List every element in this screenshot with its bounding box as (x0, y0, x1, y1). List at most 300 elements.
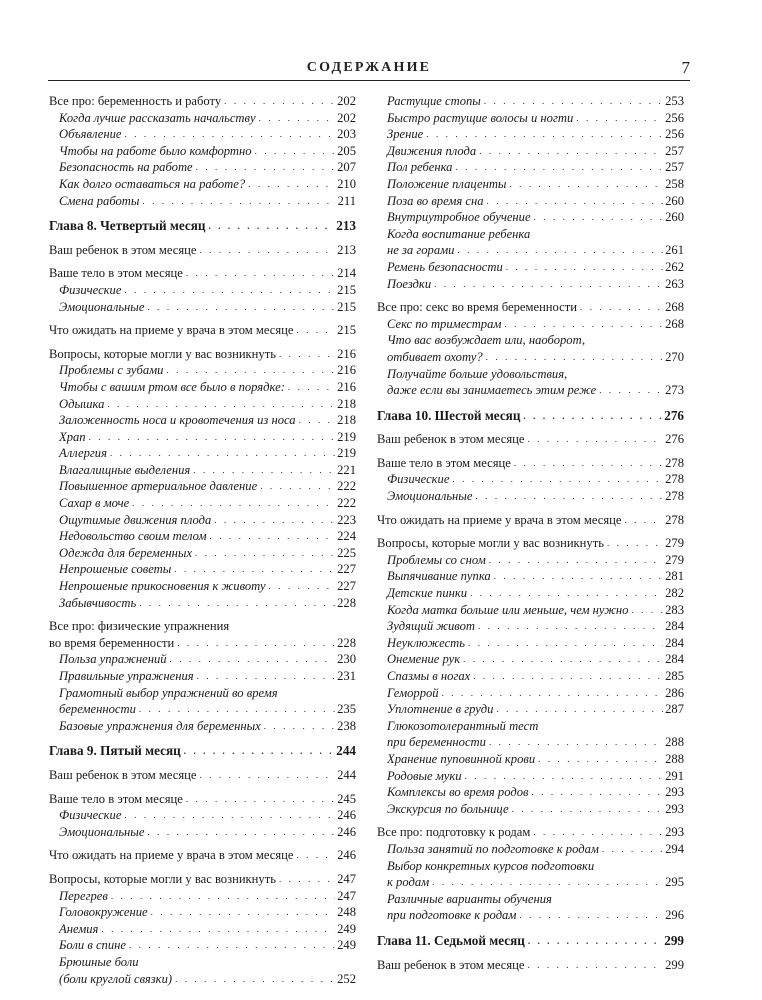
toc-entry-page: 299 (665, 957, 684, 972)
toc-entry[interactable] (49, 396, 356, 413)
toc-entry-page: 295 (665, 875, 684, 890)
toc-entry[interactable] (377, 668, 684, 685)
toc-entry[interactable] (377, 734, 684, 751)
toc-entry-title: Ваш ребенок в этом месяце (377, 957, 525, 972)
toc-entry-page: 299 (664, 932, 684, 948)
toc-dot-leader (489, 552, 663, 569)
toc-entry[interactable] (377, 259, 684, 276)
toc-entry-page: 246 (337, 808, 356, 823)
toc-entry-page: 287 (665, 702, 684, 717)
toc-entry[interactable] (49, 512, 356, 529)
toc-entry[interactable] (377, 824, 684, 841)
toc-dot-leader (479, 143, 663, 160)
toc-entry-title: Проблемы с зубами (59, 363, 164, 378)
toc-entry-page: 245 (337, 791, 356, 806)
toc-dot-leader (248, 176, 335, 193)
toc-dot-leader (296, 322, 335, 339)
toc-dot-leader (224, 93, 335, 110)
toc-entry-page: 268 (665, 300, 684, 315)
toc-dot-leader (264, 718, 335, 735)
toc-entry[interactable] (377, 535, 684, 552)
toc-entry[interactable] (377, 568, 684, 585)
toc-dot-leader (512, 801, 664, 818)
toc-dot-leader (195, 545, 335, 562)
toc-dot-leader (484, 93, 663, 110)
toc-entry-page: 291 (665, 768, 684, 783)
toc-entry[interactable] (377, 602, 684, 619)
toc-entry[interactable] (377, 718, 684, 735)
toc-entry-page: 216 (337, 363, 356, 378)
toc-entry-title: при беременности (387, 735, 486, 750)
toc-entry-page: 279 (665, 552, 684, 567)
toc-entry-title: Головокружение (59, 905, 148, 920)
toc-entry-page: 288 (665, 735, 684, 750)
toc-entry[interactable] (377, 891, 684, 908)
toc-entry[interactable] (377, 488, 684, 505)
toc-entry[interactable] (377, 552, 684, 569)
toc-dot-leader (110, 445, 335, 462)
toc-dot-leader (174, 561, 335, 578)
toc-entry-page: 248 (337, 905, 356, 920)
toc-chapter-entry[interactable] (49, 743, 356, 760)
toc-entry-page: 268 (665, 316, 684, 331)
toc-entry-title: Экскурсия по больнице (387, 801, 509, 816)
toc-entry[interactable] (49, 685, 356, 702)
toc-entry[interactable] (49, 126, 356, 143)
toc-dot-leader (255, 143, 336, 160)
toc-entry[interactable] (377, 635, 684, 652)
toc-entry-title: Неуклюжесть (387, 635, 466, 650)
toc-entry-title: Глюкозотолерантный тест (387, 718, 539, 733)
toc-entry[interactable] (377, 618, 684, 635)
toc-dot-leader (269, 578, 336, 595)
toc-entry-page: 276 (664, 407, 684, 423)
toc-entry[interactable] (377, 316, 684, 333)
toc-entry-page: 283 (665, 602, 684, 617)
toc-entry[interactable] (49, 545, 356, 562)
toc-entry-title: Геморрой (387, 685, 439, 700)
toc-entry[interactable] (49, 921, 356, 938)
toc-entry[interactable] (49, 954, 356, 971)
toc-entry[interactable] (377, 471, 684, 488)
toc-entry-title: Внутриутробное обучение (387, 210, 531, 225)
toc-entry[interactable] (49, 265, 356, 282)
toc-chapter-entry[interactable] (377, 408, 684, 425)
toc-entry[interactable] (377, 126, 684, 143)
toc-entry-page: 222 (337, 496, 356, 511)
toc-dot-leader (432, 874, 663, 891)
toc-entry-page: 288 (665, 751, 684, 766)
toc-entry[interactable] (49, 346, 356, 363)
toc-entry-title: Ваше тело в этом месяце (49, 791, 183, 806)
toc-entry-page: 257 (665, 143, 684, 158)
toc-entry[interactable] (377, 299, 684, 316)
toc-entry-page: 218 (337, 413, 356, 428)
toc-entry-page: 252 (337, 971, 356, 986)
toc-entry[interactable] (377, 93, 684, 110)
toc-entry[interactable] (49, 445, 356, 462)
toc-entry-page: 262 (665, 259, 684, 274)
toc-dot-leader (199, 242, 335, 259)
toc-entry[interactable] (49, 937, 356, 954)
toc-dot-leader (496, 701, 663, 718)
toc-entry-title: Ремень безопасности (387, 259, 503, 274)
toc-entry-title: Одежда для беременных (59, 545, 193, 560)
toc-entry-page: 222 (337, 479, 356, 494)
toc-entry-title: Ваше тело в этом месяце (49, 266, 183, 281)
toc-entry[interactable] (49, 495, 356, 512)
page-header (48, 58, 690, 81)
toc-entry-title: Родовые муки (387, 768, 462, 783)
toc-entry[interactable] (49, 478, 356, 495)
toc-entry[interactable] (377, 276, 684, 293)
toc-entry-title: Все про: секс во время беременности (377, 300, 577, 315)
toc-chapter-entry[interactable] (49, 218, 356, 235)
toc-dot-leader (147, 824, 335, 841)
toc-dot-leader (506, 259, 663, 276)
toc-entry[interactable] (377, 349, 684, 366)
toc-dot-leader (470, 585, 663, 602)
toc-entry-page: 286 (665, 685, 684, 700)
toc-dot-leader (434, 276, 663, 293)
toc-dot-leader (197, 668, 335, 685)
toc-entry-title: не за горами (387, 243, 455, 258)
toc-entry-title: Зудящий живот (387, 619, 475, 634)
toc-entry-page: 221 (337, 462, 356, 477)
toc-dot-leader (186, 265, 335, 282)
toc-entry[interactable] (49, 718, 356, 735)
toc-dot-leader (132, 495, 335, 512)
toc-entry[interactable] (49, 871, 356, 888)
page-number: 7 (681, 58, 690, 77)
toc-entry-title: во время беременности (49, 635, 175, 650)
toc-entry-page: 284 (665, 635, 684, 650)
toc-entry-page: 284 (665, 619, 684, 634)
toc-dot-leader (523, 408, 662, 425)
toc-dot-leader (89, 429, 336, 446)
toc-entry-title: Пол ребенка (387, 160, 453, 175)
toc-entry[interactable] (377, 176, 684, 193)
toc-entry-page: 205 (337, 143, 356, 158)
toc-entry[interactable] (377, 242, 684, 259)
toc-dot-leader (210, 528, 336, 545)
toc-entry[interactable] (49, 299, 356, 316)
toc-entry-title: Безопасность на работе (59, 160, 193, 175)
toc-entry[interactable] (49, 282, 356, 299)
toc-entry-page: 279 (665, 536, 684, 551)
toc-dot-leader (124, 282, 335, 299)
toc-entry-title: Вопросы, которые могли у вас возникнуть (49, 346, 276, 361)
toc-entry-title: Эмоциональные (387, 489, 473, 504)
toc-entry-title: Польза упражнений (59, 652, 167, 667)
toc-dot-leader (528, 933, 662, 950)
toc-entry[interactable] (377, 685, 684, 702)
toc-entry-page: 293 (665, 785, 684, 800)
toc-entry[interactable] (377, 512, 684, 529)
toc-entry-page: 216 (337, 346, 356, 361)
toc-dot-leader (624, 512, 663, 529)
toc-entry[interactable] (49, 110, 356, 127)
toc-dot-leader (607, 535, 663, 552)
toc-entry[interactable] (377, 751, 684, 768)
toc-entry[interactable] (49, 561, 356, 578)
toc-entry[interactable] (377, 382, 684, 399)
toc-entry-page: 228 (337, 595, 356, 610)
toc-dot-leader (473, 668, 663, 685)
toc-entry-title: Хранение пуповинной крови (387, 751, 536, 766)
toc-dot-leader (177, 635, 335, 652)
toc-dot-leader (125, 126, 336, 143)
toc-entry-title: Что ожидать на приеме у врача в этом месяце (377, 512, 622, 527)
toc-entry-title: Зрение (387, 127, 424, 142)
toc-entry[interactable] (49, 651, 356, 668)
toc-entry-title: Повышенное артериальное давление (59, 479, 258, 494)
toc-entry-page: 246 (337, 824, 356, 839)
toc-entry-page: 276 (665, 432, 684, 447)
toc-entry-title: Все про: подготовку к родам (377, 825, 531, 840)
toc-entry-page: 219 (337, 429, 356, 444)
toc-entry[interactable] (377, 110, 684, 127)
toc-entry[interactable] (49, 412, 356, 429)
toc-entry-title: Различные варианты обучения (387, 891, 552, 906)
toc-entry-page: 235 (337, 702, 356, 717)
toc-entry[interactable] (377, 366, 684, 383)
toc-entry[interactable] (49, 322, 356, 339)
toc-dot-leader (296, 847, 335, 864)
toc-entry-title: Как долго оставаться на работе? (59, 176, 246, 191)
toc-entry[interactable] (49, 193, 356, 210)
toc-entry-page: 261 (665, 243, 684, 258)
toc-dot-leader (463, 651, 663, 668)
toc-chapter-entry[interactable] (377, 933, 684, 950)
toc-dot-leader (489, 734, 663, 751)
toc-dot-leader (457, 242, 663, 259)
toc-dot-leader (111, 888, 335, 905)
toc-entry-title: Смена работы (59, 193, 140, 208)
toc-entry[interactable] (49, 668, 356, 685)
toc-entry-title: Секс по триместрам (387, 316, 502, 331)
toc-entry-page: 284 (665, 652, 684, 667)
toc-entry-title: Базовые упражнения для беременных (59, 718, 261, 733)
toc-entry[interactable] (49, 528, 356, 545)
toc-entry-title: Ваш ребенок в этом месяце (49, 242, 197, 257)
toc-entry-title: Когда лучше рассказать начальству (59, 110, 256, 125)
toc-entry-page: 270 (665, 349, 684, 364)
toc-left-column (49, 93, 356, 987)
toc-entry-title: беременности (59, 702, 136, 717)
toc-entry[interactable] (377, 784, 684, 801)
toc-entry-title: Глава 11. Седьмой месяц (377, 932, 525, 948)
toc-entry-title: Когда воспитание ребенка (387, 226, 531, 241)
toc-entry-title: Выбор конкретных курсов подготовки (387, 858, 595, 873)
toc-entry-page: 211 (337, 193, 356, 208)
toc-dot-leader (455, 159, 663, 176)
toc-entry[interactable] (377, 332, 684, 349)
toc-entry[interactable] (377, 193, 684, 210)
toc-entry[interactable] (377, 209, 684, 226)
toc-entry-page: 244 (337, 767, 356, 782)
toc-entry[interactable] (377, 455, 684, 472)
toc-entry-title: Быстро растущие волосы и ногти (387, 110, 574, 125)
toc-entry-page: 231 (337, 669, 356, 683)
toc-entry-title: Что ожидать на приеме у врача в этом месяце (49, 323, 294, 338)
toc-entry[interactable] (377, 957, 684, 974)
toc-entry-title: Получайте больше удовольствия, (387, 366, 568, 381)
toc-entry[interactable] (49, 767, 356, 784)
toc-entry-title: Спазмы в ногах (387, 669, 471, 683)
toc-entry-title: Поза во время сна (387, 193, 484, 208)
toc-entry-title: Глава 10. Шестой месяц (377, 407, 521, 423)
toc-entry-page: 202 (337, 94, 356, 108)
toc-entry-title: Уплотнение в груди (387, 702, 494, 717)
toc-entry-page: 273 (665, 383, 684, 398)
toc-dot-leader (442, 685, 664, 702)
toc-dot-leader (487, 193, 664, 210)
toc-entry-title: Сахар в моче (59, 496, 130, 511)
toc-entry-page: 285 (665, 669, 684, 683)
toc-dot-leader (426, 126, 663, 143)
toc-entry[interactable] (49, 159, 356, 176)
toc-dot-leader (279, 346, 335, 363)
toc-entry[interactable] (377, 768, 684, 785)
toc-entry[interactable] (49, 971, 356, 988)
toc-entry[interactable] (49, 904, 356, 921)
toc-entry-title: Чтобы с вашим ртом все было в порядке: (59, 379, 285, 394)
toc-entry[interactable] (377, 801, 684, 818)
toc-dot-leader (129, 937, 335, 954)
toc-entry-title: Детские пинки (387, 586, 468, 601)
toc-entry[interactable] (377, 651, 684, 668)
toc-entry-title: Вопросы, которые могли у вас возникнуть (377, 536, 604, 551)
toc-dot-leader (175, 971, 335, 988)
toc-entry[interactable] (377, 159, 684, 176)
toc-entry[interactable] (49, 618, 356, 635)
toc-entry-title: Что вас возбуждает или, наоборот, (387, 333, 586, 348)
toc-dot-leader (534, 209, 664, 226)
toc-entry-title: Физические (59, 282, 122, 297)
toc-entry[interactable] (49, 824, 356, 841)
toc-entry[interactable] (49, 791, 356, 808)
toc-entry-page: 215 (337, 299, 356, 314)
toc-entry-title: Растущие стопы (387, 94, 481, 108)
toc-entry[interactable] (49, 143, 356, 160)
toc-entry[interactable] (377, 585, 684, 602)
toc-entry-title: Когда матка больше или меньше, чем нужно (387, 602, 629, 617)
toc-entry-title: даже если вы занимаетесь этим реже (387, 383, 597, 398)
toc-entry[interactable] (49, 176, 356, 193)
toc-dot-leader (465, 768, 664, 785)
toc-entry[interactable] (49, 635, 356, 652)
toc-dot-leader (288, 379, 335, 396)
toc-entry-page: 281 (665, 569, 684, 584)
toc-entry-page: 219 (337, 446, 356, 461)
toc-entry-title: Перегрев (59, 888, 108, 903)
toc-entry-title: Ваше тело в этом месяце (377, 455, 511, 470)
toc-entry-page: 223 (337, 512, 356, 527)
toc-entry-title: Ваш ребенок в этом месяце (377, 432, 525, 447)
toc-entry-page: 257 (665, 160, 684, 175)
toc-entry[interactable] (49, 578, 356, 595)
toc-entry[interactable] (49, 888, 356, 905)
toc-entry[interactable] (377, 907, 684, 924)
toc-entry[interactable] (49, 807, 356, 824)
toc-dot-leader (166, 362, 335, 379)
toc-entry-page: 228 (337, 635, 356, 650)
toc-entry-title: Ваш ребенок в этом месяце (49, 767, 197, 782)
toc-entry-title: Движения плода (387, 143, 477, 158)
toc-entry[interactable] (49, 242, 356, 259)
toc-dot-leader (504, 316, 663, 333)
toc-entry-title: Эмоциональные (59, 299, 145, 314)
toc-entry-page: 258 (665, 176, 684, 191)
toc-entry-title: Поездки (387, 276, 432, 291)
toc-entry-page: 238 (337, 718, 356, 733)
toc-dot-leader (279, 871, 335, 888)
toc-entry[interactable] (377, 143, 684, 160)
toc-entry-title: Комплексы во время родов (387, 785, 529, 800)
toc-entry-page: 213 (336, 218, 356, 234)
toc-entry-page: 293 (665, 825, 684, 840)
toc-entry-title: отбивает охоту? (387, 349, 483, 364)
toc-entry[interactable] (377, 841, 684, 858)
toc-dot-leader (478, 618, 663, 635)
toc-dot-leader (509, 176, 663, 193)
toc-entry-title: (боли круглой связки) (59, 971, 173, 986)
toc-entry-title: Чтобы на работе было комфортно (59, 143, 252, 158)
toc-entry-page: 225 (337, 545, 356, 560)
toc-dot-leader (170, 651, 336, 668)
toc-entry-title: Одышка (59, 396, 105, 411)
toc-entry-page: 247 (337, 871, 356, 886)
toc-entry[interactable] (49, 379, 356, 396)
toc-entry[interactable] (377, 226, 684, 243)
toc-entry[interactable] (377, 858, 684, 875)
toc-dot-leader (184, 743, 334, 760)
toc-entry-page: 278 (665, 472, 684, 487)
toc-dot-leader (147, 299, 335, 316)
toc-entry[interactable] (49, 847, 356, 864)
toc-dot-leader (452, 471, 663, 488)
toc-entry[interactable] (49, 429, 356, 446)
toc-entry-title: Непрошеные советы (59, 562, 172, 577)
toc-entry-title: Польза занятий по подготовке к родам (387, 841, 599, 856)
toc-entry-title: Вопросы, которые могли у вас возникнуть (49, 871, 276, 886)
toc-entry-title: Брюшные боли (59, 954, 139, 969)
toc-entry[interactable] (377, 701, 684, 718)
toc-dot-leader (533, 824, 663, 841)
toc-entry[interactable] (49, 362, 356, 379)
toc-entry[interactable] (377, 431, 684, 448)
toc-entry[interactable] (49, 595, 356, 612)
toc-entry-title: Правильные упражнения (59, 669, 194, 683)
toc-entry[interactable] (49, 462, 356, 479)
toc-entry-title: Ощутимые движения плода (59, 512, 212, 527)
toc-dot-leader (259, 110, 336, 127)
toc-entry[interactable] (49, 701, 356, 718)
toc-entry-page: 260 (665, 193, 684, 208)
toc-entry[interactable] (49, 93, 356, 110)
toc-dot-leader (538, 751, 663, 768)
toc-entry-page: 246 (337, 848, 356, 863)
toc-dot-leader (527, 431, 663, 448)
toc-entry-title: Влагалищные выделения (59, 462, 191, 477)
toc-entry-page: 215 (337, 282, 356, 297)
toc-entry[interactable] (377, 874, 684, 891)
toc-entry-title: Забывчивость (59, 595, 137, 610)
toc-dot-leader (214, 512, 335, 529)
toc-entry-page: 216 (337, 379, 356, 394)
toc-dot-leader (599, 382, 663, 399)
